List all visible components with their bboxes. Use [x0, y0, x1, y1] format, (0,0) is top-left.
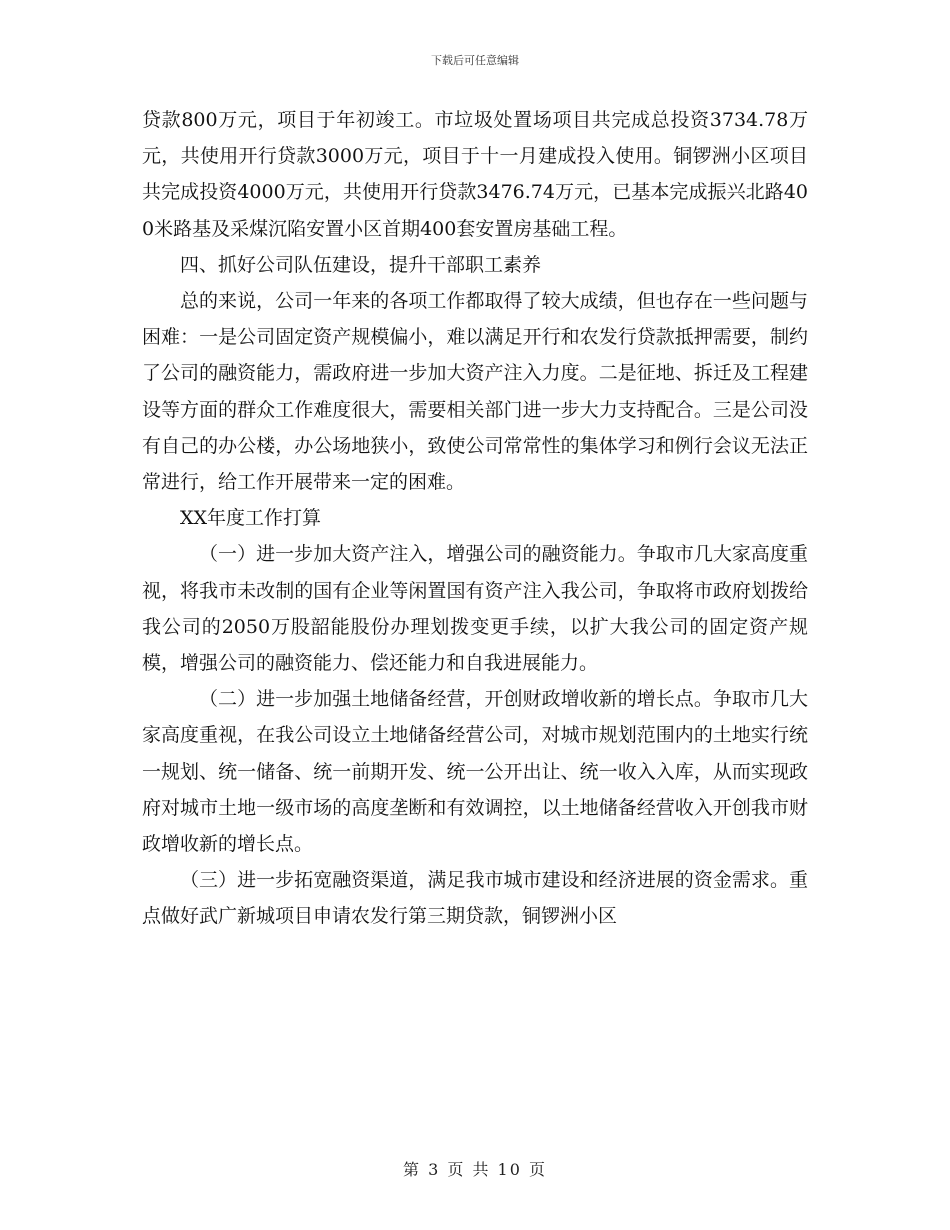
page-number-footer: 第 3 页 共 10 页: [403, 1160, 547, 1179]
paragraph-plan-2: （二）进一步加强土地储备经营，开创财政增收新的增长点。争取市几大家高度重视，在我公司设立土地储备经营公司，对城市规划范围内的土地实行统一规划、统一储备、统一前期开发、统一公开出让、统一收入入库，从而实现政府对城市土地一级市场的高度垄断和有效调控，以土地储备经营收入开创我市财政增收新的增长点。: [142, 688, 808, 856]
paragraph-loans: 贷款800万元，项目于年初竣工。市垃圾处置场项目共完成总投资3734.78万元，共使用开行贷款3000万元，项目于十一月建成投入使用。铜锣洲小区项目共完成投资4000万元，共使用开行贷款3476.74万元，已基本完成振兴北路400米路基及采煤沉陷安置小区首期400套安置房基础工程。: [142, 109, 808, 240]
paragraph-plan-1: （一）进一步加大资产注入，增强公司的融资能力。争取市几大家高度重视，将我市未改制的国有企业等闲置国有资产注入我公司，争取将市政府划拨给我公司的2050万股韶能股份办理划拨变更手续，以扩大我公司的固定资产规模，增强公司的融资能力、偿还能力和自我进展能力。: [142, 543, 808, 675]
paragraph-plan-3: （三）进一步拓宽融资渠道，满足我市城市建设和经济进展的资金需求。重点做好武广新城项目申请农发行第三期贷款，铜锣洲小区: [142, 869, 808, 928]
section-heading-plan: XX年度工作打算: [180, 507, 322, 530]
document-body: [142, 102, 808, 935]
paragraph-problems: 总的来说，公司一年来的各项工作都取得了较大成绩，但也存在一些问题与困难：一是公司固定资产规模偏小，难以满足开行和农发行贷款抵押需要，制约了公司的融资能力，需政府进一步加大资产注入力度。二是征地、拆迁及工程建设等方面的群众工作难度很大，需要相关部门进一步大力支持配合。三是公司没有自己的办公楼，办公场地狭小，致使公司常常性的集体学习和例行会议无法正常进行，给工作开展带来一定的困难。: [142, 290, 808, 494]
section-heading-team: 四、抓好公司队伍建设，提升干部职工素养: [180, 253, 542, 276]
page-header: 下载后可任意编辑: [431, 54, 519, 67]
